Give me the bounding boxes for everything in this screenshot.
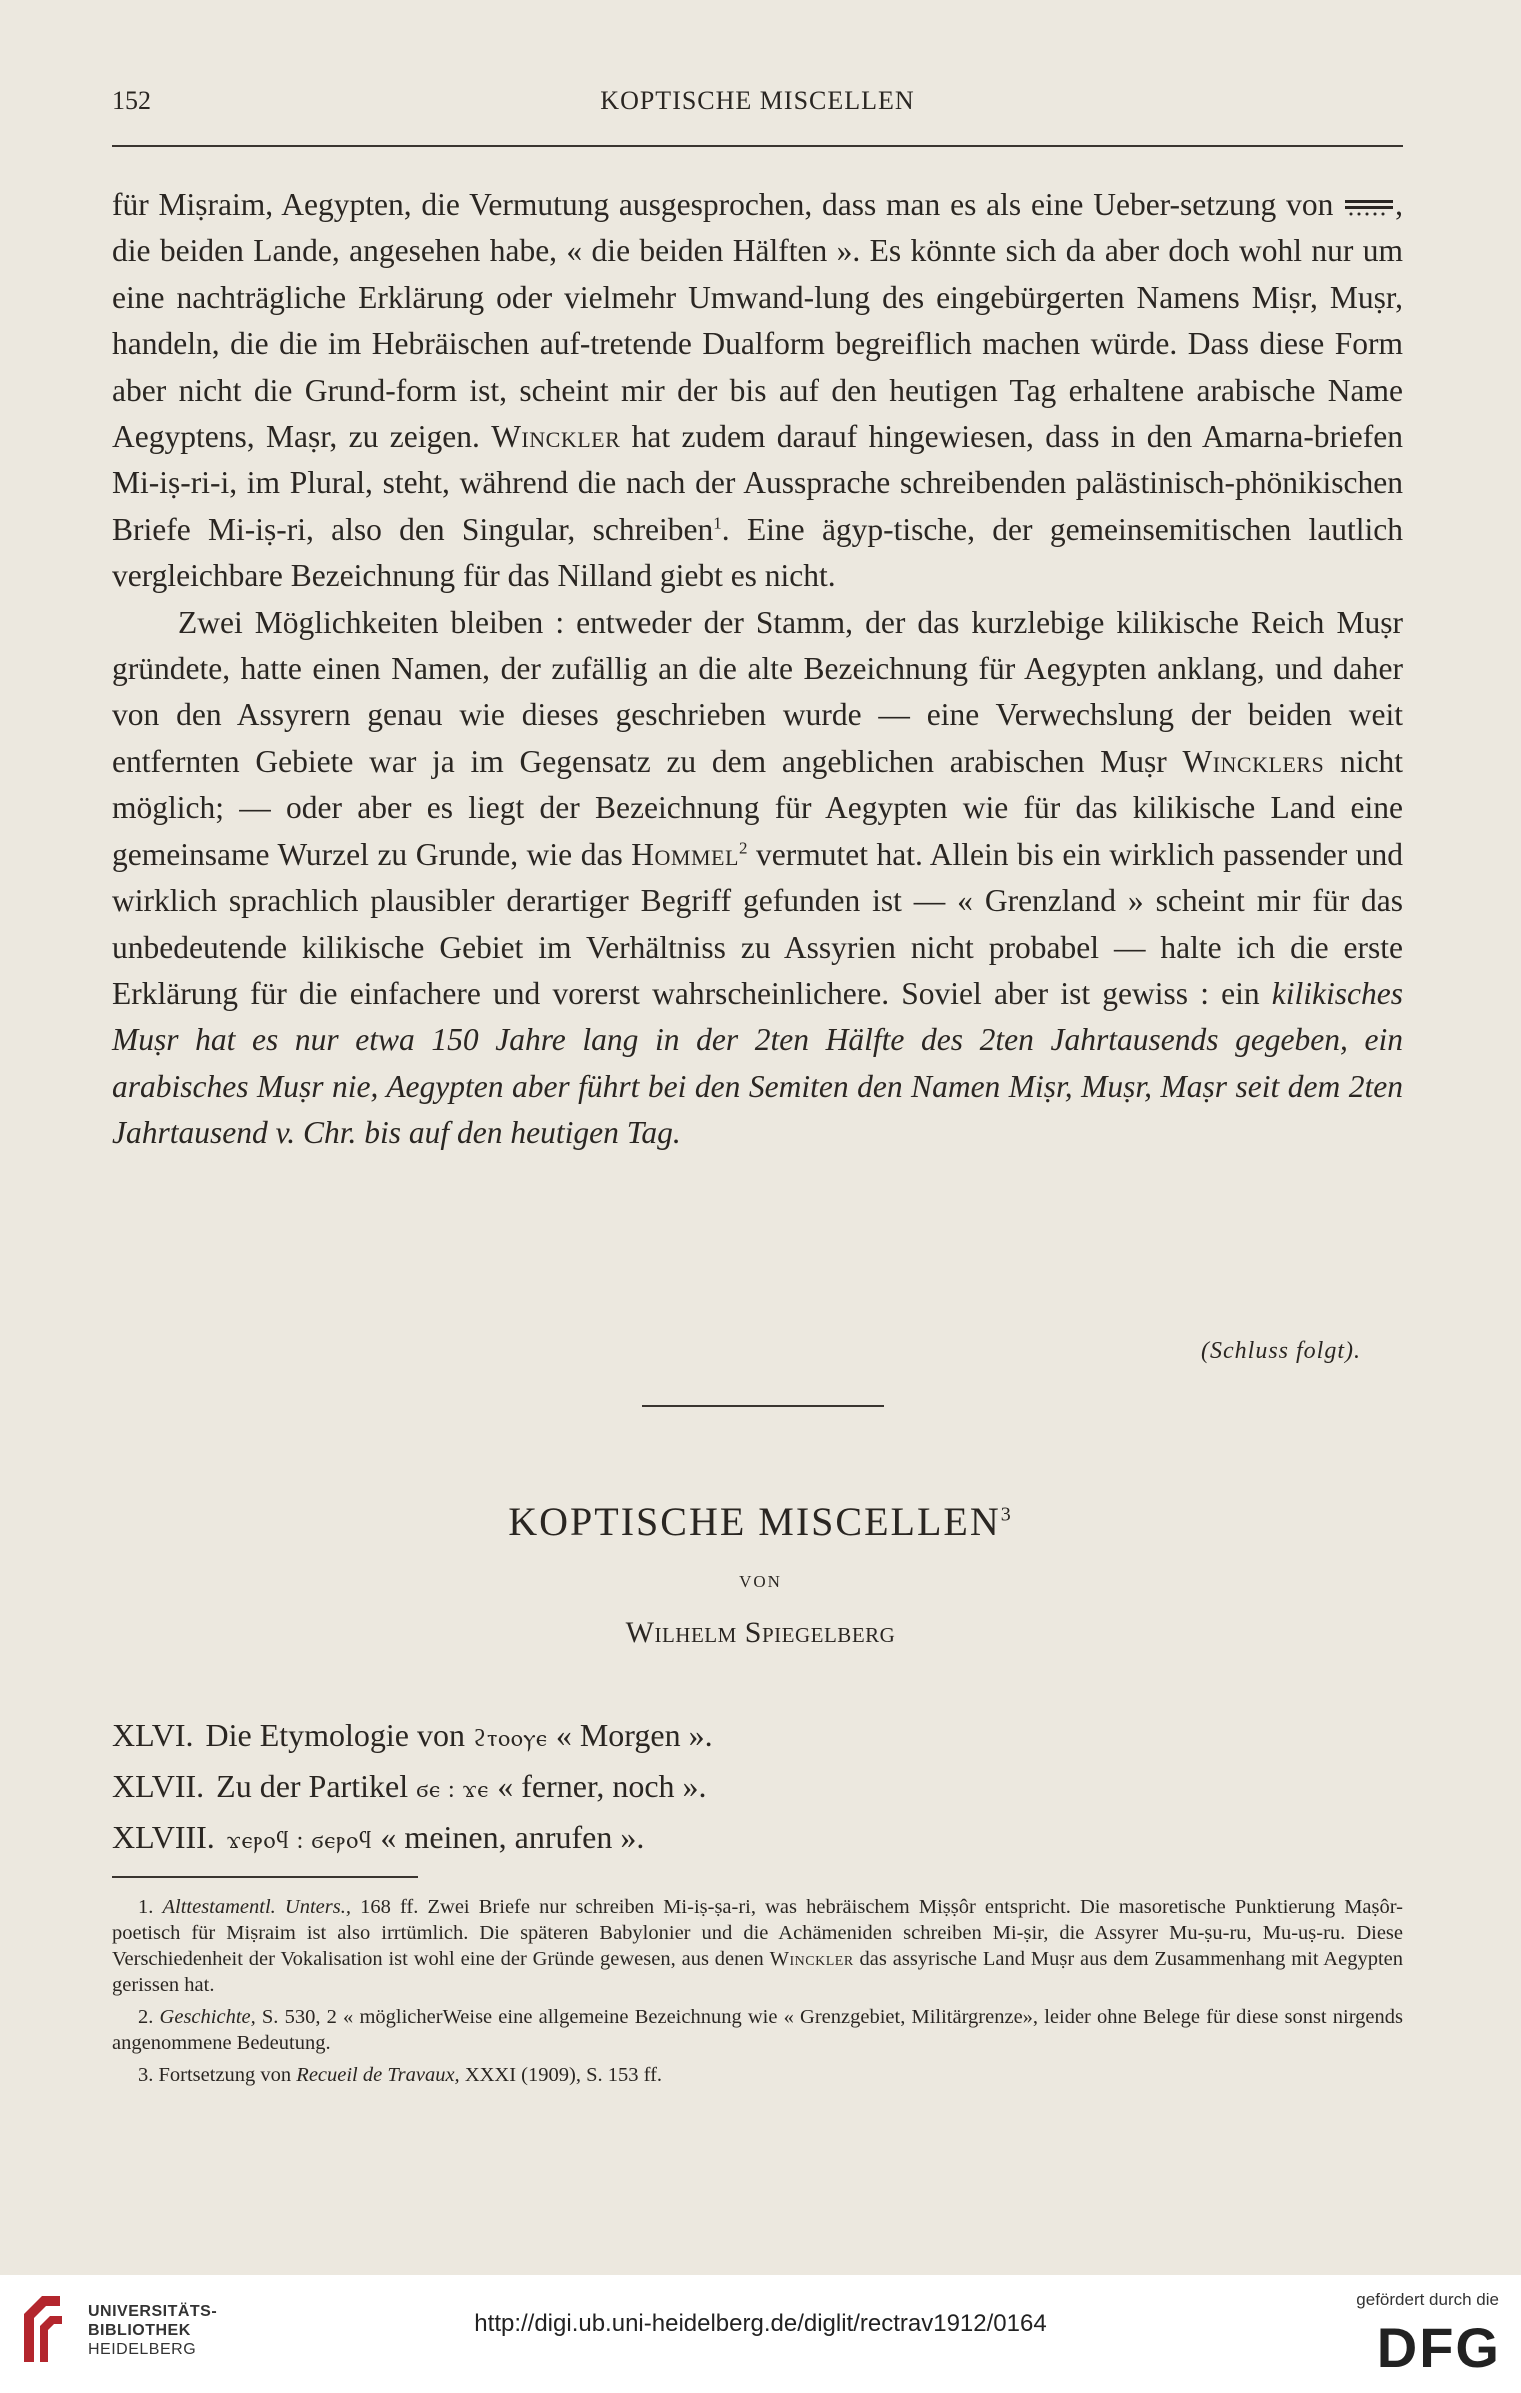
author-ref-winckler: Winckler (491, 419, 621, 455)
section-separator (642, 1405, 884, 1407)
page-number: 152 (112, 86, 151, 115)
paragraph-1: für Miṣraim, Aegypten, die Vermutung ausgesprochen, dass man es als eine Ueber-setzung von , die beiden Lande, angesehen habe, « die beiden Hälften ». Es könnte sich da aber doch wohl nur um eine nachträgliche Erklärung oder vielmehr Umwand-lung des eingebürgerten Namens Miṣr, Muṣr, handeln, die die im Hebräischen auf-tretende Dualform begreiflich machen würde. Dass diese Form aber nicht die Grund-form ist, scheint mir der bis auf den heutigen Tag erhaltene arabische Name Aegyptens, Maṣr, zu zeigen. Winckler hat zudem darauf hingewiesen, dass in den Amarna-briefen Mi-iṣ-ri-i, im Plural, steht, während die nach der Aussprache schreibenden palästinisch-phönikischen Briefe Mi-iṣ-ri, also den Singular, schreiben$^1$. Eine ägyp-tische, der gemeinsemitischen lautlich vergleichbare Bezeichnung für das Nilland giebt es nicht. (112, 187, 1404, 594)
byline-von: VON (739, 1572, 782, 1591)
footnote-3: 3. Fortsetzung von Recueil de Travaux, XXXI (1909), S. 153 ff. (138, 2064, 663, 2086)
library-name: UNIVERSITÄTS- BIBLIOTHEK HEIDELBERG (88, 2303, 218, 2358)
contents-item: XLVIII. ϫⲉⲣⲟϥ : ϭⲉⲣⲟϥ « meinen, anrufen ». (112, 1819, 645, 1855)
header-rule (112, 145, 1403, 147)
contents-item: XLVII. Zu der Partikel ϭⲉ : ϫⲉ « ferner, noch ». (112, 1768, 707, 1804)
footnote-ref-1: 1 (713, 513, 722, 533)
page-header (112, 86, 1403, 126)
article-title: KOPTISCHE MISCELLEN$^3$ (508, 1499, 1013, 1544)
article-contents (112, 1712, 713, 1865)
running-title: KOPTISCHE MISCELLEN (600, 86, 915, 115)
italic-conclusion: kilikisches Muṣr hat es nur etwa 150 Jahre lang in der 2ten Hälfte des 2ten Jahrtausends gegeben, ein arabisches Muṣr nie, Aegypten aber führt bei den Semiten den Namen Miṣr, Muṣr, Maṣr seit dem 2ten Jahrtausend v. Chr. bis auf den heutigen Tag. (112, 975, 1403, 1151)
body-text (112, 182, 1403, 1157)
footnote-1: 1. Alttestamentl. Unters., 168 ff. Zwei Briefe nur schreiben Mi-iṣ-ṣa-ri, was hebräischem Miṣṣôr entspricht. Die masoretische Punktierung Maṣôr-poetisch für Miṣraim ist also irrtümlich. Die späteren Babylonier und die Achämeniden schreiben Mi-ṣir, die Assyrer Mu-ṣu-ru, Mu-uṣ-ru. Diese Verschiedenheit der Vokalisation ist wohl eine der Gründe gewesen, aus denen Winckler das assyrische Land Muṣr aus dem Zusammenhang mit Aegypten gerissen hat. (112, 1896, 1403, 1996)
footnote-2: 2. Geschichte, S. 530, 2 « möglicherWeise eine allgemeine Bezeichnung wie « Grenzgebiet, Militärgrenze», leider ohne Belege für diese sonst nirgends angenommene Bedeutung. (112, 2006, 1404, 2054)
dfg-logo: DFG (1376, 2316, 1501, 2379)
dfg-caption: gefördert durch die (1356, 2290, 1499, 2309)
author-ref-hommel: Hommel (631, 836, 739, 872)
schluss-folgt: (Schluss folgt). (1201, 1338, 1361, 1364)
footnote-rule (112, 1876, 418, 1878)
paragraph-2: Zwei Möglichkeiten bleiben : entweder der Stamm, der das kurzlebige kilikische Reich Muṣr gründete, hatte einen Namen, der zufällig an die alte Bezeichnung für Aegypten anklang, und daher von den Assyrern genau wie dieses geschrieben wurde — eine Verwechslung der beiden weit entfernten Gebiete war ja im Gegensatz zu dem angeblichen arabischen Muṣr Wincklers nicht möglich; — oder aber es liegt der Bezeichnung für Aegypten wie für das kilikische Land eine gemeinsame Wurzel zu Grunde, wie das Hommel$^2$ vermutet hat. Allein bis ein wirklich passender und wirklich sprachlich plausibler derartiger Begriff gefunden ist — « Grenzland » scheint mir für das unbedeutende kilikische Gebiet im Verhältniss zu Assyrien nicht probabel — halte ich die erste Erklärung für die einfachere und vorerst wahrscheinlichere. Soviel aber ist gewiss : ein kilikisches Muṣr hat es nur etwa 150 Jahre lang in der 2ten Hälfte des 2ten Jahrtausends gegeben, ein arabisches Muṣr nie, Aegypten aber führt bei den Semiten den Namen Miṣr, Muṣr, Maṣr seit dem 2ten Jahrtausend v. Chr. bis auf den heutigen Tag. (112, 604, 1404, 1151)
contents-item: XLVI. Die Etymologie von ϩⲧⲟⲟⲩⲉ « Morgen ». (112, 1717, 713, 1753)
article-author: Wilhelm Spiegelberg (625, 1616, 896, 1649)
footnote-ref-2: 2 (738, 838, 748, 858)
source-url-link[interactable]: http://digi.ub.uni-heidelberg.de/diglit/rectrav1912/0164 (474, 2310, 1047, 2337)
hieroglyph-two-lands-icon (1343, 197, 1395, 219)
footnotes (112, 1894, 1403, 2094)
author-ref-wincklers: Wincklers (1182, 743, 1325, 779)
